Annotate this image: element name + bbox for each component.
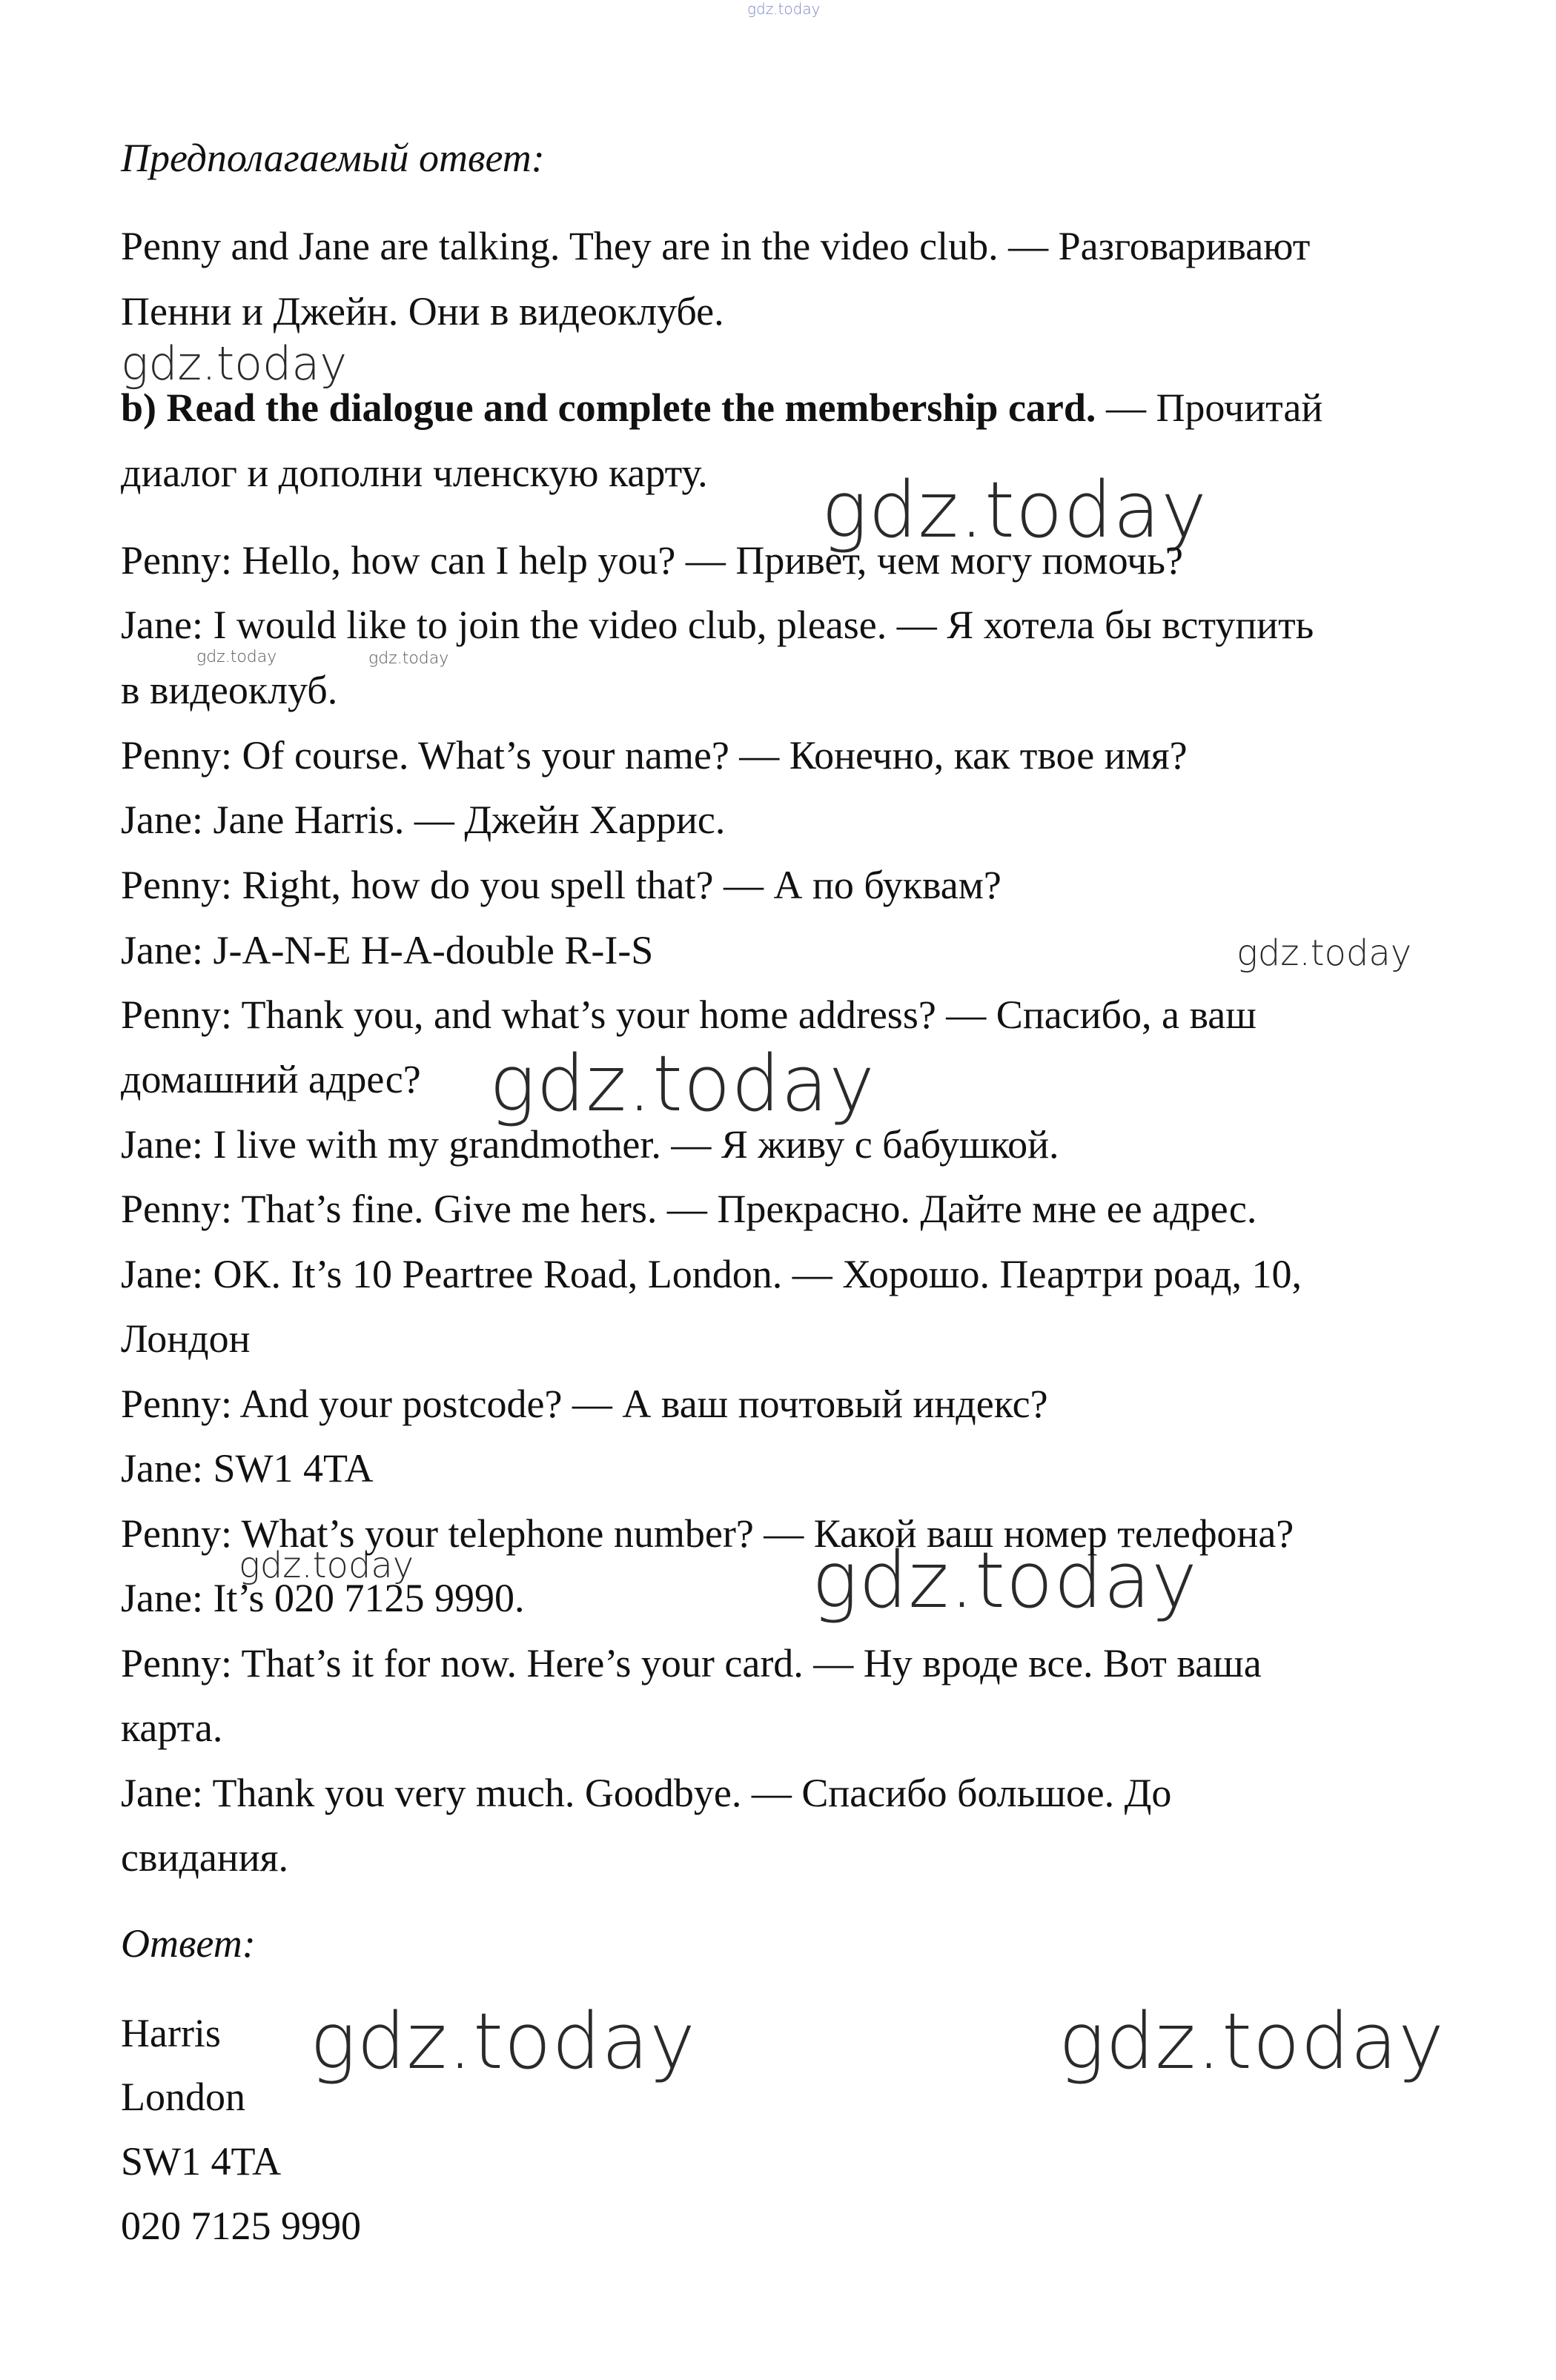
intro-label: Предполагаемый ответ: [121, 136, 545, 180]
intro-line: Пенни и Джейн. Они в видеоклубе. [121, 289, 724, 334]
dialogue-line: Penny: And your postcode? — А ваш почтовый индекс? [121, 1382, 1048, 1426]
intro-line: Penny and Jane are talking. They are in the video club. — Разговаривают [121, 224, 1311, 268]
watermark: gdz.today [121, 337, 348, 391]
watermark: gdz.today [310, 1996, 696, 2086]
dialogue-line: домашний адрес? [121, 1057, 421, 1101]
dialogue-line: Penny: What’s your telephone number? — Какой ваш номер телефона? [121, 1511, 1294, 1556]
task-heading [121, 384, 1322, 431]
watermark: gdz.today [368, 649, 449, 668]
dialogue-line: Jane: SW1 4TA [121, 1446, 374, 1491]
dialogue-line: Jane: OK. It’s 10 Peartree Road, London. — Хорошо. Пеартри роад, 10, [121, 1252, 1302, 1296]
watermark: gdz.today [239, 1545, 414, 1586]
dialogue-line: Jane: I would like to join the video club, please. — Я хотела бы вступить [121, 603, 1314, 647]
watermark: gdz.today [1059, 1996, 1445, 2086]
dialogue-line: Jane: J-A-N-E H-A-double R-I-S [121, 928, 654, 972]
watermark: gdz.today [1236, 932, 1412, 974]
dialogue-line: Penny: Hello, how can I help you? — Привет, чем могу помочь? [121, 538, 1183, 583]
answer-item: 020 7125 9990 [121, 2204, 361, 2248]
dialogue-line: Jane: Jane Harris. — Джейн Харрис. [121, 798, 726, 842]
dialogue-line: Jane: It’s 020 7125 9990. [121, 1576, 525, 1620]
task-heading-line2: диалог и дополни членскую карту. [121, 451, 708, 495]
answer-item: Harris [121, 2011, 221, 2055]
watermark-top: gdz.today [747, 0, 821, 18]
watermark: gdz.today [196, 648, 277, 666]
dialogue-line: Penny: Of course. What’s your name? — Конечно, как твое имя? [121, 733, 1188, 778]
watermark: gdz.today [812, 1535, 1198, 1625]
task-heading-translation: — Прочитай [1096, 385, 1323, 430]
dialogue-line: Penny: That’s it for now. Here’s your card. — Ну вроде все. Вот ваша [121, 1641, 1262, 1685]
dialogue-line: Penny: That’s fine. Give me hers. — Прекрасно. Дайте мне ее адрес. [121, 1187, 1257, 1231]
dialogue-line: Jane: Thank you very much. Goodbye. — Спасибо большое. До [121, 1771, 1172, 1815]
dialogue-line: свидания. [121, 1835, 288, 1880]
dialogue-line: Penny: Right, how do you spell that? — А по буквам? [121, 863, 1002, 907]
dialogue-line: Penny: Thank you, and what’s your home address? — Спасибо, а ваш [121, 992, 1257, 1037]
answer-label: Ответ: [121, 1921, 256, 1966]
answer-item: London [121, 2075, 245, 2119]
dialogue-line: Jane: I live with my grandmother. — Я живу с бабушкой. [121, 1122, 1059, 1167]
dialogue-line: в видеоклуб. [121, 668, 338, 712]
answer-item: SW1 4TA [121, 2139, 282, 2184]
watermark: gdz.today [821, 465, 1208, 555]
dialogue-line: Лондон [121, 1316, 251, 1361]
watermark: gdz.today [489, 1038, 875, 1129]
dialogue-line: карта. [121, 1706, 223, 1750]
task-heading-bold: b) Read the dialogue and complete the membership card. [121, 385, 1096, 430]
